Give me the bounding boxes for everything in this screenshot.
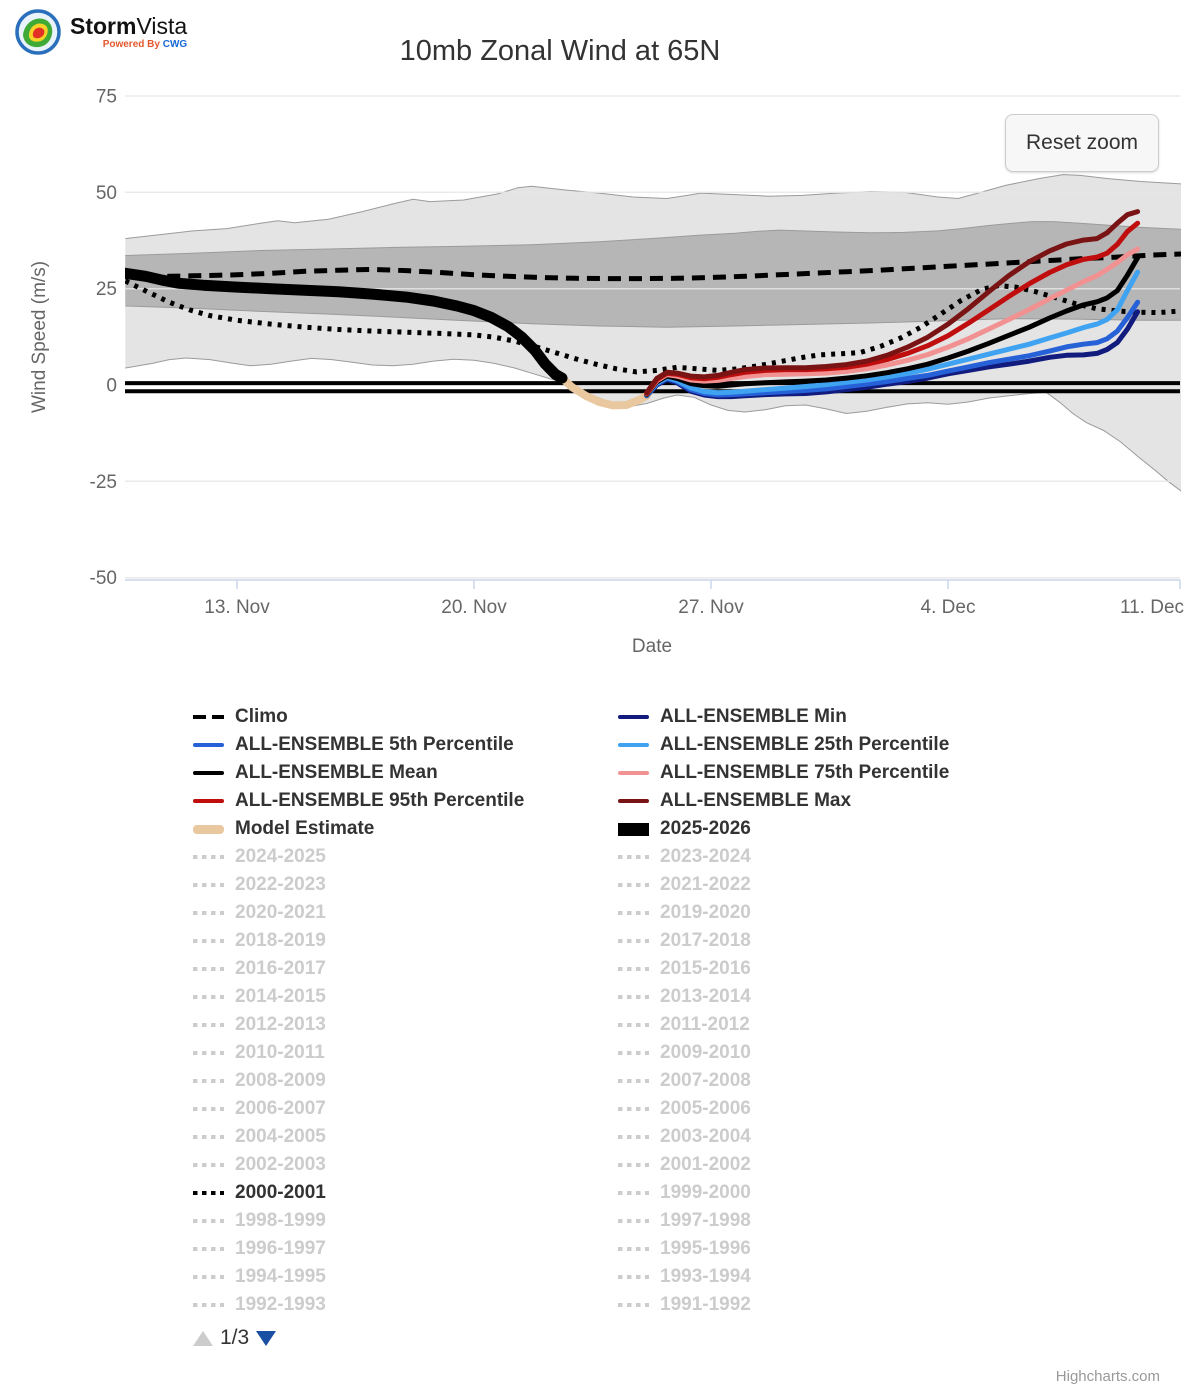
brand-powered-by: Powered By CWG bbox=[102, 39, 188, 50]
x-axis-title: Date bbox=[631, 636, 673, 657]
legend-label: 2009-2010 bbox=[660, 1042, 751, 1063]
legend-label: 2020-2021 bbox=[235, 902, 326, 923]
legend-swatch-dots bbox=[193, 1107, 224, 1112]
legend-swatch-dots bbox=[618, 1135, 649, 1140]
legend-swatch-dots bbox=[618, 995, 649, 1000]
highcharts-credit[interactable]: Highcharts.com bbox=[1055, 1368, 1160, 1385]
legend-label: 2001-2002 bbox=[660, 1154, 751, 1175]
legend-item-2019-2020[interactable] bbox=[618, 899, 949, 927]
brand-name: StormVista bbox=[70, 13, 188, 39]
legend-swatch-dots bbox=[193, 855, 224, 860]
legend-label: Model Estimate bbox=[235, 818, 375, 839]
legend-swatch-line bbox=[193, 799, 224, 803]
legend-item-2006-2007[interactable] bbox=[193, 1095, 524, 1123]
legend-item-2014-2015[interactable] bbox=[193, 983, 524, 1011]
legend-item-2022-2023[interactable] bbox=[193, 871, 524, 899]
legend-swatch-dots bbox=[618, 1191, 649, 1196]
legend-label: ALL-ENSEMBLE 75th Percentile bbox=[660, 762, 950, 783]
x-tick-label: 27. Nov bbox=[678, 597, 744, 618]
legend-item-2010-2011[interactable] bbox=[193, 1039, 524, 1067]
legend-swatch-dots bbox=[193, 1247, 224, 1252]
legend-label: 2005-2006 bbox=[660, 1098, 751, 1119]
legend-swatch-dots bbox=[193, 995, 224, 1000]
legend-swatch-thick bbox=[193, 825, 224, 834]
legend-item-2020-2021[interactable] bbox=[193, 899, 524, 927]
legend-swatch-dots bbox=[193, 1163, 224, 1168]
legend-swatch-dots bbox=[618, 1107, 649, 1112]
legend-item-2003-2004[interactable] bbox=[618, 1123, 949, 1151]
wind-chart-svg[interactable] bbox=[0, 0, 1200, 680]
legend-swatch-bar bbox=[618, 823, 649, 836]
legend-swatch-dots bbox=[618, 967, 649, 972]
legend-swatch-dots bbox=[618, 855, 649, 860]
legend-label: ALL-ENSEMBLE Min bbox=[660, 706, 847, 727]
legend-label: ALL-ENSEMBLE 25th Percentile bbox=[660, 734, 950, 755]
legend-pagination bbox=[193, 1326, 276, 1350]
legend-item-1999-2000[interactable] bbox=[618, 1179, 949, 1207]
legend-item-2002-2003[interactable] bbox=[193, 1151, 524, 1179]
legend-item-all-ensemble-25th-percentile[interactable] bbox=[618, 731, 949, 759]
legend-item-2009-2010[interactable] bbox=[618, 1039, 949, 1067]
legend-swatch-dash bbox=[193, 715, 224, 720]
legend-label: 1997-1998 bbox=[660, 1210, 751, 1231]
legend-item-all-ensemble-max[interactable] bbox=[618, 787, 949, 815]
legend-item-2008-2009[interactable] bbox=[193, 1067, 524, 1095]
legend-label: 2004-2005 bbox=[235, 1126, 326, 1147]
legend-swatch-dots bbox=[193, 1079, 224, 1084]
x-tick-label: 11. Dec bbox=[1119, 597, 1185, 618]
legend-item-2007-2008[interactable] bbox=[618, 1067, 949, 1095]
legend-swatch-dots bbox=[193, 939, 224, 944]
legend-label: 1996-1997 bbox=[235, 1238, 326, 1259]
legend-swatch-dots bbox=[618, 911, 649, 916]
legend-swatch-dots bbox=[193, 1135, 224, 1140]
legend-item-all-ensemble-5th-percentile[interactable] bbox=[193, 731, 524, 759]
legend-next-icon[interactable] bbox=[256, 1331, 276, 1346]
legend-label: 2006-2007 bbox=[235, 1098, 326, 1119]
legend-label: 2010-2011 bbox=[235, 1042, 325, 1063]
legend-item-1997-1998[interactable] bbox=[618, 1207, 949, 1235]
legend-label: 1999-2000 bbox=[660, 1182, 751, 1203]
legend-item-1993-1994[interactable] bbox=[618, 1263, 949, 1291]
legend-item-2011-2012[interactable] bbox=[618, 1011, 949, 1039]
legend-swatch-dots bbox=[193, 911, 224, 916]
legend-swatch-dots bbox=[193, 1051, 224, 1056]
legend-label: 2023-2024 bbox=[660, 846, 751, 867]
legend-swatch-line bbox=[618, 743, 649, 747]
legend-item-2005-2006[interactable] bbox=[618, 1095, 949, 1123]
legend-swatch-dots bbox=[618, 1275, 649, 1280]
legend-item-2024-2025[interactable] bbox=[193, 843, 524, 871]
legend-item-2017-2018[interactable] bbox=[618, 927, 949, 955]
legend-label: 2000-2001 bbox=[235, 1182, 326, 1203]
legend-label: 2025-2026 bbox=[660, 818, 751, 839]
legend-label: 2019-2020 bbox=[660, 902, 751, 923]
legend-item-1994-1995[interactable] bbox=[193, 1263, 524, 1291]
legend-item-all-ensemble-95th-percentile[interactable] bbox=[193, 787, 524, 815]
legend-label: Climo bbox=[235, 706, 288, 727]
x-tick-label: 4. Dec bbox=[920, 597, 976, 618]
legend-label: 2008-2009 bbox=[235, 1070, 326, 1091]
legend-item-2025-2026[interactable] bbox=[618, 815, 949, 843]
legend-swatch-dots bbox=[618, 1163, 649, 1168]
y-tick-label: 50 bbox=[95, 182, 117, 204]
legend-swatch-dots bbox=[618, 1051, 649, 1056]
legend-label: 2024-2025 bbox=[235, 846, 326, 867]
x-tick-label: 13. Nov bbox=[204, 597, 270, 618]
legend-label: 2002-2003 bbox=[235, 1154, 326, 1175]
legend-label: 2016-2017 bbox=[235, 958, 326, 979]
legend-swatch-line bbox=[618, 715, 649, 719]
legend-prev-icon bbox=[193, 1331, 213, 1346]
legend-swatch-line bbox=[618, 771, 649, 775]
legend-label: ALL-ENSEMBLE Mean bbox=[235, 762, 438, 783]
legend-item-climo[interactable] bbox=[193, 703, 524, 731]
legend-swatch-dots bbox=[618, 1079, 649, 1084]
legend-label: 1992-1993 bbox=[235, 1294, 326, 1315]
legend-item-all-ensemble-75th-percentile[interactable] bbox=[618, 759, 949, 787]
legend-item-1996-1997[interactable] bbox=[193, 1235, 524, 1263]
legend-swatch-line bbox=[193, 743, 224, 747]
legend-item-2016-2017[interactable] bbox=[193, 955, 524, 983]
legend-label: 2011-2012 bbox=[660, 1014, 750, 1035]
y-tick-label: -50 bbox=[89, 568, 117, 590]
legend-swatch-dots bbox=[193, 1191, 224, 1196]
legend-label: 2018-2019 bbox=[235, 930, 326, 951]
legend-item-2023-2024[interactable] bbox=[618, 843, 949, 871]
legend-item-2015-2016[interactable] bbox=[618, 955, 949, 983]
legend-item-2013-2014[interactable] bbox=[618, 983, 949, 1011]
legend-label: 1998-1999 bbox=[235, 1210, 326, 1231]
legend-label: 2017-2018 bbox=[660, 930, 751, 951]
reset-zoom-button[interactable]: Reset zoom bbox=[1005, 114, 1159, 172]
legend-label: ALL-ENSEMBLE Max bbox=[660, 790, 852, 811]
y-tick-label: -25 bbox=[89, 471, 117, 493]
legend-swatch-dots bbox=[618, 1303, 649, 1308]
legend-label: 2013-2014 bbox=[660, 986, 751, 1007]
legend-page-indicator: 1/3 bbox=[220, 1326, 250, 1349]
legend-swatch-dots bbox=[618, 1219, 649, 1224]
legend-swatch-line bbox=[618, 799, 649, 803]
legend-swatch-dots bbox=[193, 1303, 224, 1308]
legend-item-all-ensemble-mean[interactable] bbox=[193, 759, 524, 787]
legend-swatch-dots bbox=[193, 1219, 224, 1224]
legend-item-1992-1993[interactable] bbox=[193, 1291, 524, 1319]
legend-label: 2003-2004 bbox=[660, 1126, 751, 1147]
legend-label: 1994-1995 bbox=[235, 1266, 326, 1287]
legend-item-2000-2001[interactable] bbox=[193, 1179, 524, 1207]
legend-column-left bbox=[193, 703, 524, 1319]
legend-swatch-dots bbox=[618, 1023, 649, 1028]
legend-item-2018-2019[interactable] bbox=[193, 927, 524, 955]
legend-label: 2021-2022 bbox=[660, 874, 751, 895]
legend-label: 1995-1996 bbox=[660, 1238, 751, 1259]
legend-swatch-dots bbox=[193, 1275, 224, 1280]
legend-label: ALL-ENSEMBLE 5th Percentile bbox=[235, 734, 514, 755]
legend-label: 2022-2023 bbox=[235, 874, 326, 895]
legend-item-all-ensemble-min[interactable] bbox=[618, 703, 949, 731]
legend-item-2021-2022[interactable] bbox=[618, 871, 949, 899]
legend-column-right bbox=[618, 703, 949, 1319]
legend-item-model-estimate[interactable] bbox=[193, 815, 524, 843]
legend-label: 2015-2016 bbox=[660, 958, 751, 979]
y-tick-label: 25 bbox=[95, 279, 117, 301]
legend-item-1998-1999[interactable] bbox=[193, 1207, 524, 1235]
legend-swatch-dots bbox=[193, 1023, 224, 1028]
legend-item-2012-2013[interactable] bbox=[193, 1011, 524, 1039]
legend-label: 2014-2015 bbox=[235, 986, 326, 1007]
legend-swatch-dots bbox=[618, 883, 649, 888]
legend-item-2001-2002[interactable] bbox=[618, 1151, 949, 1179]
legend-label: 2007-2008 bbox=[660, 1070, 751, 1091]
legend-swatch-dots bbox=[193, 967, 224, 972]
y-tick-label: 0 bbox=[106, 375, 117, 397]
legend-label: 1991-1992 bbox=[660, 1294, 751, 1315]
legend-label: ALL-ENSEMBLE 95th Percentile bbox=[235, 790, 525, 811]
legend-label: 1993-1994 bbox=[660, 1266, 751, 1287]
page-title: 10mb Zonal Wind at 65N bbox=[399, 35, 721, 68]
legend-swatch-dots bbox=[193, 883, 224, 888]
legend-swatch-dots bbox=[618, 1247, 649, 1252]
x-tick-label: 20. Nov bbox=[441, 597, 507, 618]
legend-swatch-dots bbox=[618, 939, 649, 944]
legend-label: 2012-2013 bbox=[235, 1014, 326, 1035]
legend-swatch-line bbox=[193, 771, 224, 775]
legend-item-1991-1992[interactable] bbox=[618, 1291, 949, 1319]
legend-item-2004-2005[interactable] bbox=[193, 1123, 524, 1151]
legend-item-1995-1996[interactable] bbox=[618, 1235, 949, 1263]
y-axis-title: Wind Speed (m/s) bbox=[29, 260, 50, 414]
y-tick-label: 75 bbox=[95, 86, 117, 108]
